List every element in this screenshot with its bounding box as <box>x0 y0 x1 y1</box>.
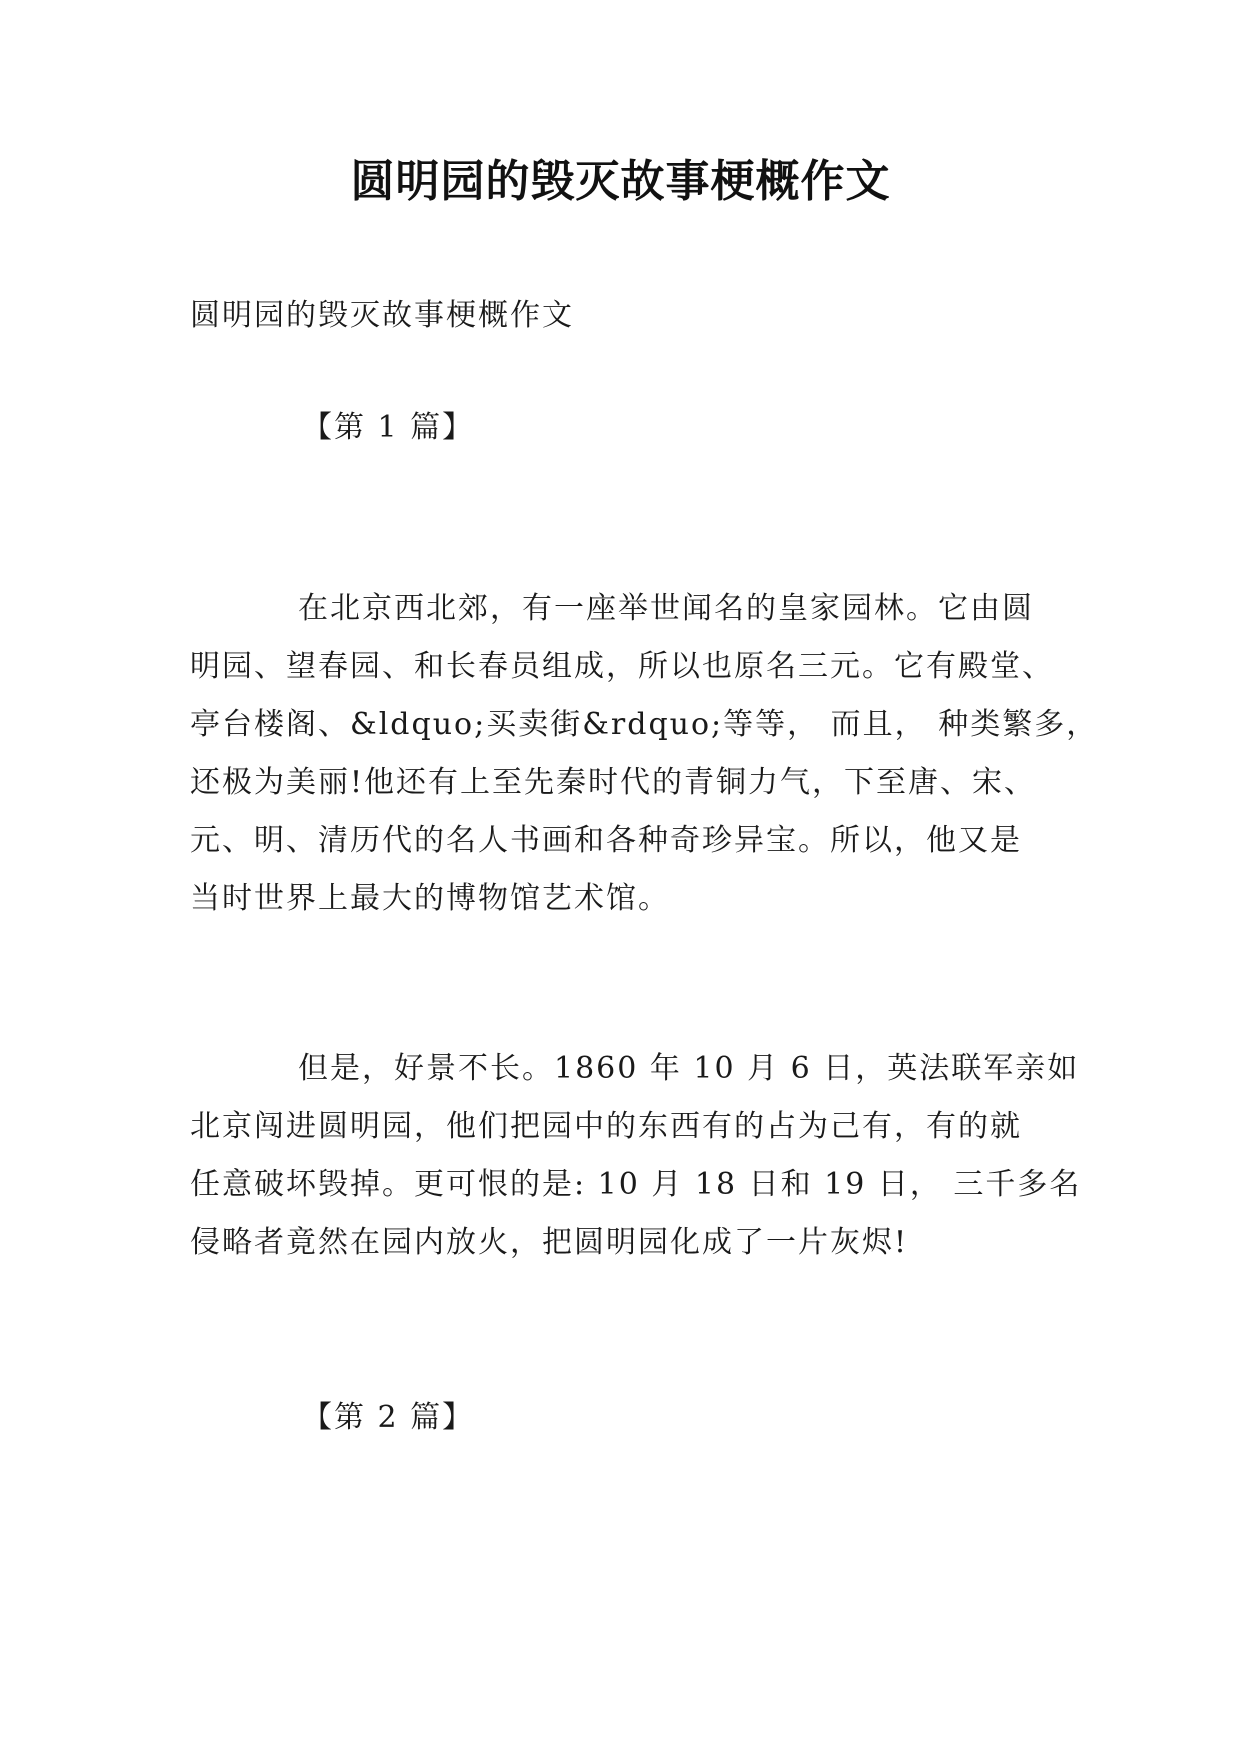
section-heading-1: 【第 1 篇】 <box>302 410 475 445</box>
paragraph-line: 侵略者竟然在园内放火，把圆明园化成了一片灰烬! <box>190 1225 909 1260</box>
paragraph-line: 北京闯进圆明园，他们把园中的东西有的占为己有，有的就 <box>190 1109 1022 1144</box>
paragraph-line: 但是，好景不长。1860 年 10 月 6 日，英法联军亲如 <box>298 1051 1080 1086</box>
paragraph-line: 还极为美丽!他还有上至先秦时代的青铜力气，下至唐、宋、 <box>190 765 1037 800</box>
section-heading-2: 【第 2 篇】 <box>302 1400 475 1435</box>
document-title: 圆明园的毁灭故事梗概作文 <box>350 156 891 207</box>
paragraph-line: 元、明、清历代的名人书画和各种奇珍异宝。所以，他又是 <box>190 823 1022 858</box>
document-subtitle: 圆明园的毁灭故事梗概作文 <box>190 298 574 333</box>
paragraph-1 <box>190 580 1099 928</box>
paragraph-2 <box>190 1040 1082 1272</box>
paragraph-line: 当时世界上最大的博物馆艺术馆。 <box>190 881 670 916</box>
paragraph-line: 明园、望春园、和长春员组成，所以也原名三元。它有殿堂、 <box>190 649 1054 684</box>
paragraph-line: 亭台楼阁、&ldquo;买卖街&rdquo;等等， 而且， 种类繁多， <box>190 707 1099 742</box>
paragraph-line: 任意破坏毁掉。更可恨的是: 10 月 18 日和 19 日， 三千多名 <box>190 1167 1082 1202</box>
paragraph-line: 在北京西北郊，有一座举世闻名的皇家园林。它由圆 <box>298 591 1034 626</box>
